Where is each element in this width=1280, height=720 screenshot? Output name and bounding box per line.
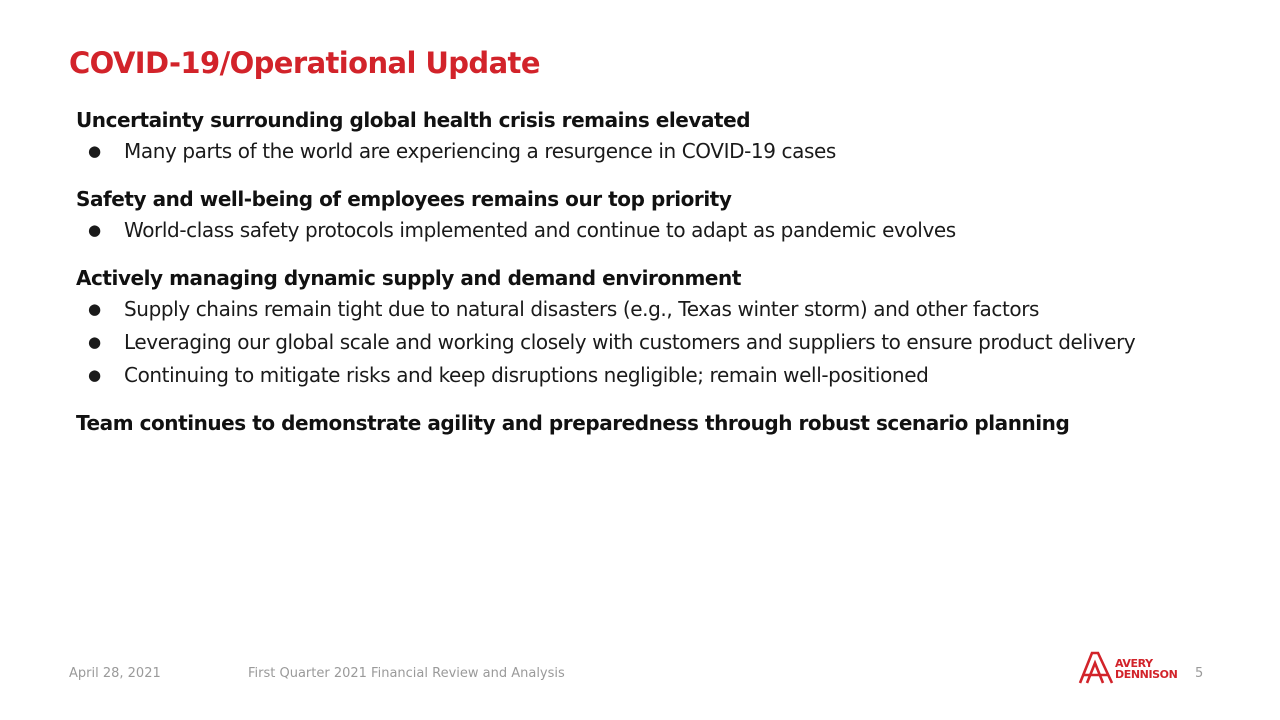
bullet-item [76,326,1236,359]
section-heading: Actively managing dynamic supply and demand environment [76,266,741,290]
bullet-icon: ● [88,142,101,160]
slide-content [76,105,1236,438]
bullet-icon: ● [88,300,101,318]
page-number: 5 [1195,666,1204,681]
section-employee-safety [76,184,1236,247]
section-health-crisis [76,105,1236,168]
bullet-text: Supply chains remain tight due to natural disasters (e.g., Texas winter storm) and other factors [124,297,1040,321]
section-supply-demand [76,263,1236,392]
bullet-text: Many parts of the world are experiencing a resurgence in COVID-19 cases [124,139,836,163]
bullet-item [76,293,1236,326]
avery-dennison-logo-icon [1078,651,1114,685]
section-heading: Uncertainty surrounding global health crisis remains elevated [76,108,751,132]
footer-document-title: First Quarter 2021 Financial Review and Analysis [248,666,565,681]
section-heading: Safety and well-being of employees remains our top priority [76,187,732,211]
avery-dennison-logo [1078,650,1184,686]
footer-date: April 28, 2021 [69,666,161,681]
bullet-text: World-class safety protocols implemented and continue to adapt as pandemic evolves [124,218,956,242]
logo-wordmark-line1: AVERY [1115,657,1153,670]
bullet-icon: ● [88,366,101,384]
bullet-icon: ● [88,221,101,239]
bullet-item [76,214,1236,247]
bullet-text: Continuing to mitigate risks and keep disruptions negligible; remain well-positioned [124,363,929,387]
logo-wordmark-line2: DENNISON [1115,668,1178,681]
bullet-text: Leveraging our global scale and working closely with customers and suppliers to ensure product delivery [124,330,1136,354]
logo-wordmark [1115,658,1177,680]
bullet-icon: ● [88,333,101,351]
slide-title: COVID-19/Operational Update [69,46,540,80]
bullet-item [76,359,1236,392]
bullet-item [76,135,1236,168]
section-team-agility [76,408,1236,438]
section-heading: Team continues to demonstrate agility and preparedness through robust scenario planning [76,411,1070,435]
